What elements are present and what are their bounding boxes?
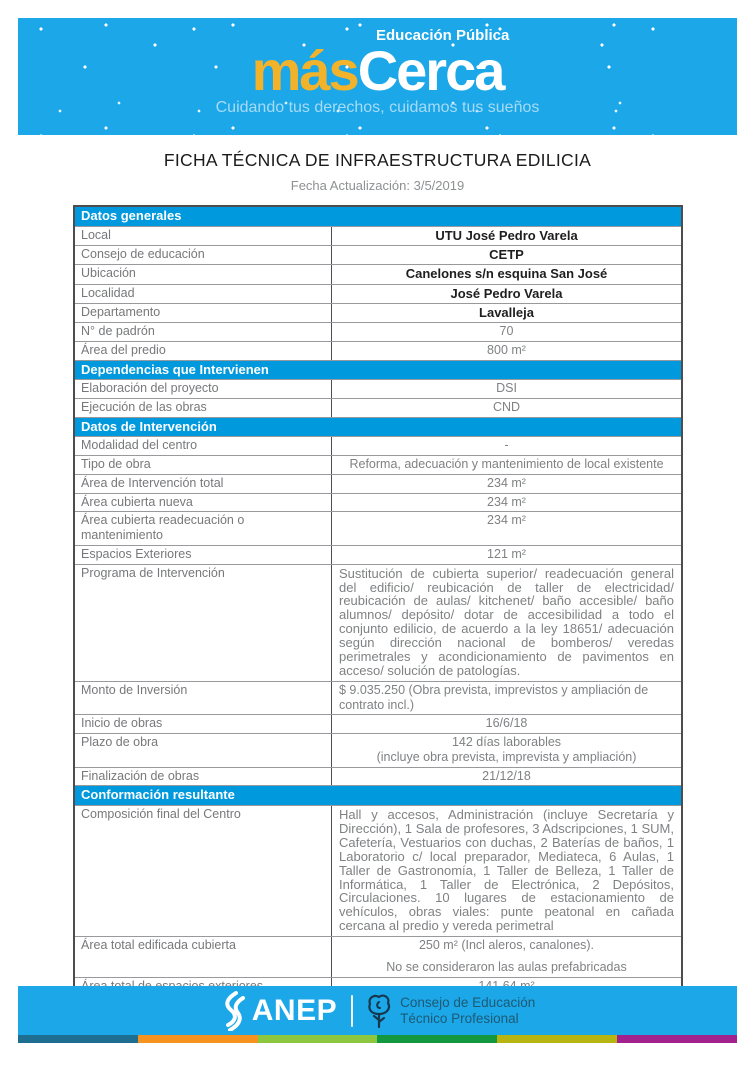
row-label: Modalidad del centro: [75, 437, 332, 455]
table-row: [75, 303, 681, 322]
cetp-label: [400, 995, 535, 1026]
table-row: [75, 379, 681, 398]
row-label: Espacios Exteriores: [75, 546, 332, 564]
row-label: Área cubierta readecuación o mantenimiento: [75, 512, 332, 545]
row-label: Área total edificada cubierta: [75, 937, 332, 977]
table-row: [75, 936, 681, 977]
section-header: Datos generales: [75, 207, 681, 226]
row-label: Elaboración del proyecto: [75, 380, 332, 398]
stripe-segment: [497, 1035, 617, 1043]
row-label: Área cubierta nueva: [75, 494, 332, 512]
stripe-segment: [138, 1035, 258, 1043]
row-value-line: 142 días laborables: [451, 735, 562, 750]
row-label: N° de padrón: [75, 323, 332, 341]
stripe-segment: [18, 1035, 138, 1043]
table-row: [75, 264, 681, 283]
cetp-tree-icon: [365, 993, 393, 1029]
row-label: Programa de Intervención: [75, 565, 332, 681]
table-row: [75, 226, 681, 245]
row-value: $ 9.035.250 (Obra prevista, imprevistos y ampliación de contrato incl.): [339, 682, 649, 712]
table-row: [75, 564, 681, 681]
table-row: [75, 322, 681, 341]
table-row: [75, 455, 681, 474]
table-row: [75, 733, 681, 767]
row-value: CND: [492, 400, 521, 415]
row-value: 234 m²: [487, 475, 526, 490]
table-row: [75, 245, 681, 264]
row-label: Inicio de obras: [75, 715, 332, 733]
page-title: FICHA TÉCNICA DE INFRAESTRUCTURA EDILICIA: [163, 150, 592, 170]
logo-wordmark: [251, 39, 504, 102]
row-label: Finalización de obras: [75, 768, 332, 786]
row-label: Composición final del Centro: [75, 806, 332, 936]
row-value: DSI: [496, 381, 517, 396]
cetp-line2: Técnico Profesional: [400, 1010, 519, 1026]
row-label: Tipo de obra: [75, 456, 332, 474]
row-value: Sustitución de cubierta superior/ readecuación general del edificio/ reubicación de taller de electricidad/ reubicación de aulas/ kitchenet/ baño accesible/ baño alumnos/ depósito/ dotar de accesibilidad a todo el conjunto edilicio, de acuerdo a la ley 18651/ adecuación según dirección nacional de bomberos/ veredas perimetrales y acondicionamiento de pavimentos en acceso/ solución de patologías.: [339, 565, 674, 679]
row-label: Local: [75, 227, 332, 245]
program-banner: [18, 18, 737, 135]
row-label: Monto de Inversión: [75, 682, 332, 715]
anep-wordmark: ANEP: [251, 993, 338, 1027]
row-label: Área del predio: [75, 342, 332, 360]
row-value-line: 250 m² (Incl aleros, canalones).: [418, 938, 595, 953]
row-value: Hall y accesos, Administración (incluye Secretaría y Dirección), 1 Sala de profesores, 3 Adscripciones, 1 SUM, Cafetería, Vestuarios con duchas, 2 Baterías de baños, 1 Laboratorio c/ local preparador, Mediateca, 6 Aulas, 1 Taller de Gastronomía, 1 Taller de Belleza, 1 Taller de Informática, 1 Taller de Electrónica, 2 Depósitos, Circulaciones. 10 lugares de estacionamiento de vehículos, obras viales: punte peatonal en cañada cercana al predio y vereda perimetral: [339, 807, 674, 934]
row-value: Reforma, adecuación y mantenimiento de local existente: [349, 457, 664, 472]
row-value-line: (incluye obra prevista, imprevista y ampliación): [376, 749, 637, 764]
row-value: José Pedro Varela: [450, 285, 563, 301]
row-value: [332, 734, 681, 767]
row-label: Consejo de educación: [75, 246, 332, 264]
update-date: Fecha Actualización: 3/5/2019: [290, 178, 465, 193]
logo-superscript: Educación Pública: [376, 27, 510, 44]
row-label: Ejecución de las obras: [75, 399, 332, 417]
cetp-line1: Consejo de Educación: [400, 994, 536, 1010]
table-row: [75, 493, 681, 512]
row-value: 234 m²: [487, 513, 526, 528]
table-row: [75, 805, 681, 936]
table-row: [75, 714, 681, 733]
row-label: Localidad: [75, 285, 332, 303]
row-value: CETP: [489, 246, 524, 262]
stripe-segment: [258, 1035, 378, 1043]
section-header: Conformación resultante: [75, 785, 681, 805]
footer-divider: [351, 995, 353, 1027]
table-row: [75, 398, 681, 417]
row-value: [332, 937, 681, 977]
stripe-segment: [617, 1035, 737, 1043]
row-value: 234 m²: [487, 494, 526, 509]
row-label: Departamento: [75, 304, 332, 322]
footer-banner: [18, 986, 737, 1035]
section-header: Datos de Intervención: [75, 417, 681, 437]
row-value: 70: [499, 324, 514, 339]
row-value: 16/6/18: [485, 716, 528, 731]
logo-cerca: Cerca: [357, 39, 504, 102]
row-value: 21/12/18: [482, 768, 531, 783]
table-row: [75, 284, 681, 303]
stripe-segment: [377, 1035, 497, 1043]
section-header: Dependencias que Intervienen: [75, 360, 681, 380]
table-row: [75, 767, 681, 786]
table-row: [75, 436, 681, 455]
row-value-line: No se consideraron las aulas prefabricadas: [386, 959, 627, 974]
row-value: 121 m²: [487, 546, 526, 561]
logo-tagline: Cuidando tus derechos, cuidamos tus sueños: [215, 98, 540, 116]
row-label: Área de Intervención total: [75, 475, 332, 493]
table-row: [75, 681, 681, 715]
table-row: [75, 545, 681, 564]
ficha-table: [73, 205, 683, 997]
row-label: Ubicación: [75, 265, 332, 283]
table-row: [75, 474, 681, 493]
logo-mas: más: [251, 39, 358, 102]
row-label: Plazo de obra: [75, 734, 332, 767]
row-value: Canelones s/n esquina San José: [405, 266, 608, 282]
table-row: [75, 511, 681, 545]
footer-color-stripe: [18, 1035, 737, 1043]
table-row: [75, 341, 681, 360]
row-value: -: [504, 438, 509, 453]
row-value: Lavalleja: [479, 304, 534, 320]
anep-logo-icon: [220, 991, 246, 1031]
row-value: 800 m²: [487, 342, 526, 357]
mas-cerca-logo: [251, 27, 510, 102]
row-value: UTU José Pedro Varela: [435, 227, 578, 243]
